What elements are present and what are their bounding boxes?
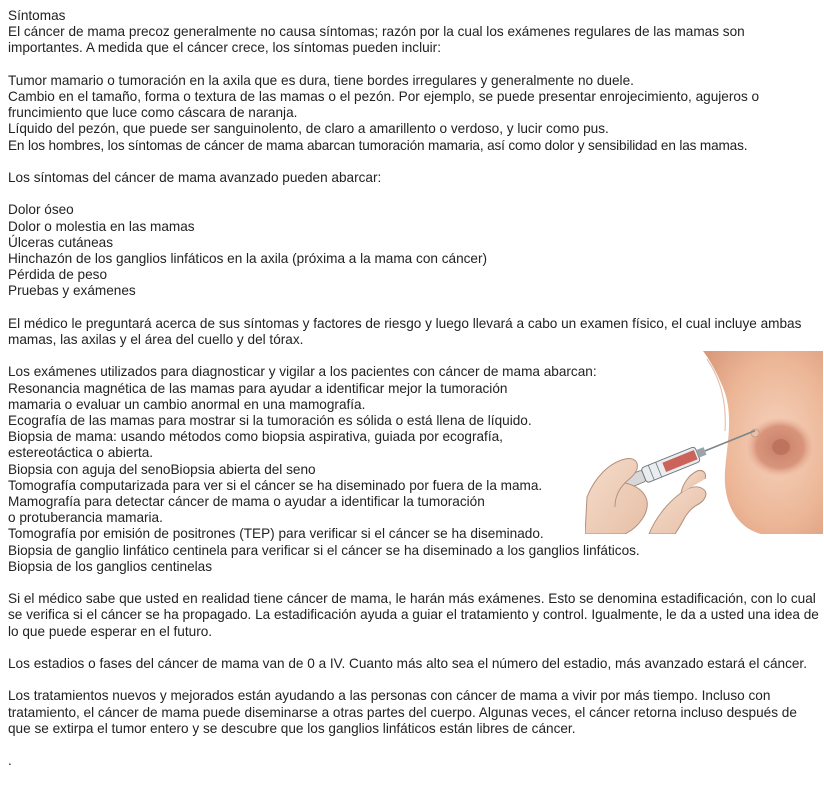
test-line: Mamografía para detectar cáncer de mama o ayudar a identificar la tumoración [8, 494, 485, 510]
test-line: o protuberancia mamaria. [8, 510, 163, 526]
symptom-item: En los hombres, los síntomas de cáncer de mama abarcan tumoración mamaria, así como dolor y sensibilidad en las mamas. [8, 137, 748, 153]
advanced-intro: Los síntomas del cáncer de mama avanzado pueden abarcar: [8, 170, 382, 185]
test-line: Tomografía por emisión de positrones (TEP) para verificar si el cáncer se ha diseminado. [8, 526, 544, 542]
advanced-symptom-item: Hinchazón de los ganglios linfáticos en la axila (próxima a la mama con cáncer) [8, 251, 488, 266]
staging-paragraph: Si el médico sabe que usted en realidad tiene cáncer de mama, le harán más exámenes. Esto se denomina estadificación, con lo cual se verifica si el cáncer se ha propagado. La estadificación ayuda a guiar el tratamiento y control. Igualmente, le da a usted una idea de lo que puede esperar en el futuro. [8, 591, 819, 639]
section-title: Síntomas [8, 8, 66, 23]
test-line: Biopsia de mama: usando métodos como biopsia aspirativa, guiada por ecografía, [8, 429, 503, 445]
symptom-item: Líquido del pezón, que puede ser sanguinolento, de claro a amarillento o verdoso, y lucir como pus. [8, 121, 609, 137]
tests-intro: Los exámenes utilizados para diagnosticar y vigilar a los pacientes con cáncer de mama abarcan: [8, 364, 597, 380]
test-line: Biopsia de ganglio linfático centinela para verificar si el cáncer se ha diseminado a los ganglios linfáticos. [8, 542, 640, 558]
stages-paragraph: Los estadios o fases del cáncer de mama van de 0 a IV. Cuanto más alto sea el número del estadio, más avanzado estará el cáncer. [8, 656, 807, 672]
exam-paragraph: El médico le preguntará acerca de sus síntomas y factores de riesgo y luego llevará a cabo un examen físico, el cual incluye ambas mamas, las axilas y el área del cuello y del tórax. [8, 315, 802, 347]
breast-biopsy-illustration [585, 351, 823, 534]
test-line: Biopsia de los ganglios centinelas [8, 558, 213, 574]
intro-paragraph: El cáncer de mama precoz generalmente no causa síntomas; razón por la cual los exámenes regulares de las mamas son importantes. A medida que el cáncer crece, los síntomas pueden incluir: [8, 24, 745, 56]
trailing-mark: . [8, 753, 12, 769]
test-line: Biopsia con aguja del senoBiopsia abierta del seno [8, 461, 316, 477]
symptom-item: Tumor mamario o tumoración en la axila que es dura, tiene bordes irregulares y generalmente no duele. [8, 72, 634, 88]
test-line: Tomografía computarizada para ver si el cáncer se ha diseminado por fuera de la mama. [8, 477, 543, 493]
advanced-symptom-item: Pérdida de peso [8, 267, 108, 283]
test-line: Ecografía de las mamas para mostrar si la tumoración es sólida o está llena de líquido. [8, 413, 532, 428]
test-line: estereotáctica o abierta. [8, 445, 154, 461]
treatment-paragraph: Los tratamientos nuevos y mejorados están ayudando a las personas con cáncer de mama a vivir por más tiempo. Incluso con tratamiento, el cáncer de mama puede diseminarse a otras partes del cuerpo. Algunas veces, el cáncer retorna incluso después de que se extirpa el tumor entero y se descubre que los ganglios linfáticos están libres de cáncer. [8, 688, 797, 736]
tests-heading: Pruebas y exámenes [8, 283, 136, 299]
advanced-symptom-item: Dolor óseo [8, 202, 74, 218]
symptom-item: Cambio en el tamaño, forma o textura de las mamas o el pezón. Por ejemplo, se puede presentar enrojecimiento, agujeros o fruncimiento que luce como cáscara de naranja. [8, 89, 760, 121]
advanced-symptom-item: Úlceras cutáneas [8, 234, 114, 250]
test-line: Resonancia magnética de las mamas para ayudar a identificar mejor la tumoración [8, 380, 508, 396]
advanced-symptom-item: Dolor o molestia en las mamas [8, 218, 195, 234]
test-line: mamaria o evaluar un cambio anormal en una mamografía. [8, 396, 366, 412]
